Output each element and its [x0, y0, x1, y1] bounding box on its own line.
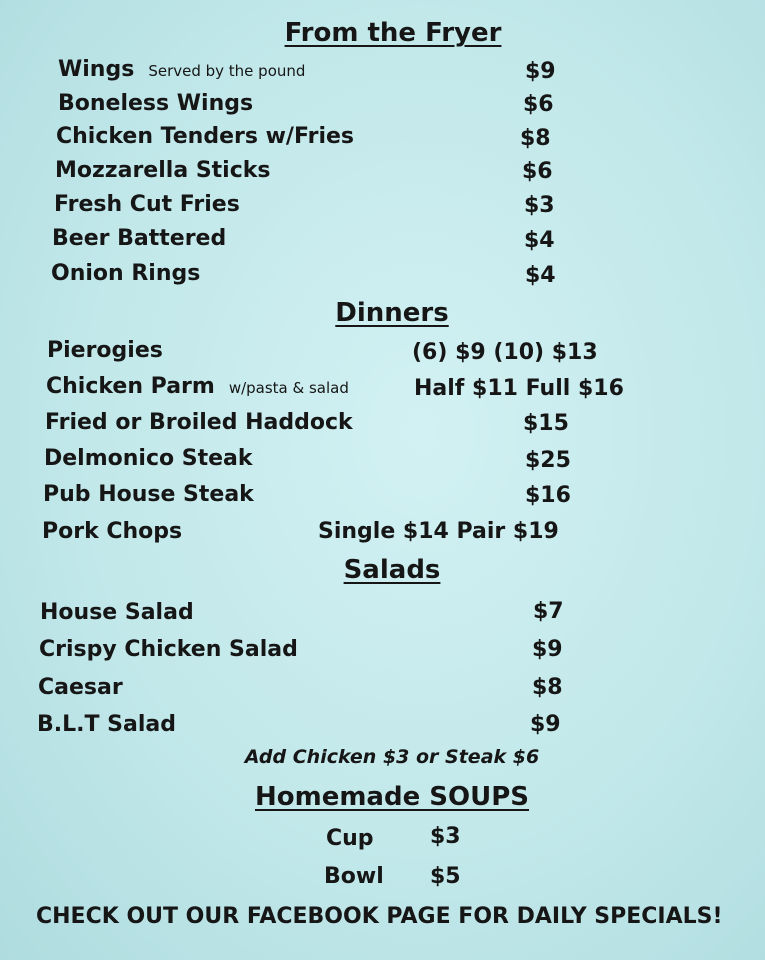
menu-item-wings	[58, 57, 305, 82]
menu-item-price: Single $14 Pair $19	[318, 519, 559, 544]
menu-item-price: $15	[523, 411, 569, 436]
menu-item-mozzarella-sticks: Mozzarella Sticks	[55, 158, 271, 183]
menu-item-name: Chicken Parm	[46, 374, 215, 399]
menu-item-price: $8	[532, 675, 563, 700]
menu-item-fresh-cut-fries: Fresh Cut Fries	[54, 192, 240, 217]
menu-item-note: Served by the pound	[148, 62, 306, 80]
menu-item-chicken-tenders: Chicken Tenders w/Fries	[56, 124, 354, 149]
menu-item-delmonico-steak: Delmonico Steak	[44, 446, 253, 471]
menu-item-chicken-parm	[46, 374, 349, 399]
section-title-fryer: From the Fryer	[284, 18, 502, 48]
menu-item-price: $16	[525, 483, 571, 508]
menu-item-house-salad: House Salad	[40, 600, 194, 625]
menu-item-pierogies: Pierogies	[47, 338, 163, 363]
menu-item-price: $25	[525, 448, 571, 473]
menu-item-crispy-chicken-salad: Crispy Chicken Salad	[39, 637, 298, 662]
menu-item-price: $6	[523, 92, 554, 117]
menu-item-price: $5	[430, 864, 461, 889]
menu-item-price: $6	[522, 159, 553, 184]
menu-item-haddock: Fried or Broiled Haddock	[45, 410, 353, 435]
menu-item-blt-salad: B.L.T Salad	[37, 712, 176, 737]
menu-item-caesar: Caesar	[38, 675, 123, 700]
menu-item-note: w/pasta & salad	[228, 379, 349, 397]
menu-item-price: $8	[520, 126, 551, 151]
menu-item-boneless-wings: Boneless Wings	[58, 91, 254, 116]
menu-item-price: $9	[532, 637, 563, 662]
section-title-salads: Salads	[343, 555, 441, 585]
menu-item-price: Half $11 Full $16	[414, 376, 624, 401]
section-title-soups: Homemade SOUPS	[254, 782, 530, 812]
salad-addon-note: Add Chicken $3 or Steak $6	[244, 746, 540, 768]
menu-item-bowl: Bowl	[324, 864, 384, 889]
menu-item-onion-rings: Onion Rings	[51, 261, 201, 286]
menu-item-price: $3	[430, 824, 461, 849]
menu-item-price: $7	[533, 599, 564, 624]
menu-item-beer-battered: Beer Battered	[52, 226, 227, 251]
menu-item-price: $3	[524, 193, 555, 218]
facebook-specials-banner: CHECK OUT OUR FACEBOOK PAGE FOR DAILY SPECIALS!	[36, 904, 723, 929]
menu-item-pub-house-steak: Pub House Steak	[43, 482, 254, 507]
menu-item-price: (6) $9 (10) $13	[412, 340, 598, 365]
menu-item-price: $9	[530, 712, 561, 737]
menu-item-price: $4	[525, 263, 556, 288]
menu-item-price: $9	[525, 59, 556, 84]
menu-item-price: $4	[524, 228, 555, 253]
menu-item-pork-chops: Pork Chops	[42, 519, 183, 544]
menu-item-cup: Cup	[326, 826, 374, 851]
menu-item-name: Wings	[58, 57, 135, 82]
section-title-dinners: Dinners	[335, 298, 449, 328]
